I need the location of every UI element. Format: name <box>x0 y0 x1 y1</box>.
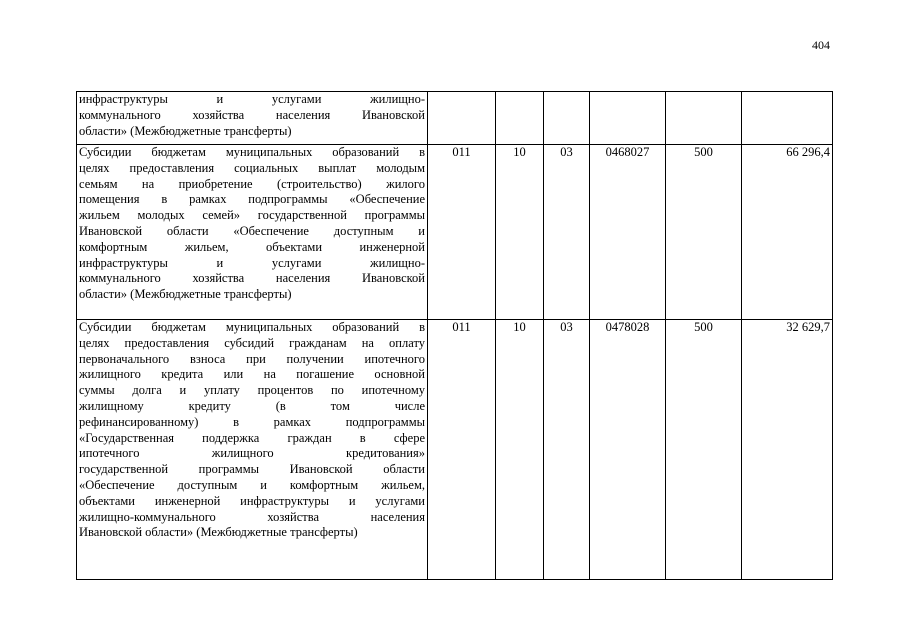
ministry-code-cell: 011 <box>428 145 496 320</box>
expense-type-cell: 500 <box>666 145 742 320</box>
description-line: объектами инженерной инфраструктуры и услугами <box>79 493 425 508</box>
description-line: суммы долга и уплату процентов по ипотечному <box>79 383 425 398</box>
description-line: первоначального взноса при получении ипотечного <box>79 351 425 366</box>
row-description <box>77 92 428 145</box>
row-description <box>77 320 428 580</box>
amount-cell: 32 629,7 <box>742 320 833 580</box>
description-line: Ивановской области» (Межбюджетные трансферты) <box>79 525 358 540</box>
description-line: коммунального хозяйства населения Ивановской <box>79 271 425 286</box>
description-line: инфраструктуры и услугами жилищно- <box>79 92 425 106</box>
expense-type-cell <box>666 92 742 145</box>
description-line: семьям на приобретение (строительство) жилого <box>79 176 425 191</box>
target-code-cell: 0468027 <box>590 145 666 320</box>
target-code-cell <box>590 92 666 145</box>
target-code-cell: 0478028 <box>590 320 666 580</box>
description-line: целях предоставления социальных выплат молодым <box>79 160 425 175</box>
description-line: жилищного кредита или на погашение основной <box>79 367 425 382</box>
subsection-code-cell <box>544 92 590 145</box>
section-code-cell: 10 <box>496 145 544 320</box>
description-line: «Государственная поддержка граждан в сфере <box>79 430 425 445</box>
description-line: «Обеспечение доступным и комфортным жильем, <box>79 477 425 492</box>
section-code-cell <box>496 92 544 145</box>
description-line: ипотечного жилищного кредитования» <box>79 446 425 461</box>
table-row <box>77 320 833 580</box>
description-line: Субсидии бюджетам муниципальных образований в <box>79 145 425 159</box>
table-row <box>77 92 833 145</box>
amount-cell: 66 296,4 <box>742 145 833 320</box>
ministry-code-cell: 011 <box>428 320 496 580</box>
page-number: 404 <box>812 38 830 52</box>
description-line: рефинансированному) в рамках подпрограммы <box>79 414 425 429</box>
description-line: области» (Межбюджетные трансферты) <box>79 123 292 138</box>
description-line: Ивановской области «Обеспечение доступным и <box>79 223 425 238</box>
description-line: Субсидии бюджетам муниципальных образований в <box>79 320 425 334</box>
description-line: комфортным жильем, объектами инженерной <box>79 239 425 254</box>
subsection-code-cell: 03 <box>544 145 590 320</box>
section-code-cell: 10 <box>496 320 544 580</box>
description-line: жильем молодых семей» государственной программы <box>79 208 425 223</box>
description-line: области» (Межбюджетные трансферты) <box>79 287 292 302</box>
amount-cell <box>742 92 833 145</box>
description-line: инфраструктуры и услугами жилищно- <box>79 255 425 270</box>
budget-table <box>76 91 833 580</box>
row-description <box>77 145 428 320</box>
description-line: жилищному кредиту (в том числе <box>79 398 425 413</box>
description-line: помещения в рамках подпрограммы «Обеспечение <box>79 192 425 207</box>
subsection-code-cell: 03 <box>544 320 590 580</box>
ministry-code-cell <box>428 92 496 145</box>
description-line: коммунального хозяйства населения Ивановской <box>79 107 425 122</box>
expense-type-cell: 500 <box>666 320 742 580</box>
description-line: жилищно-коммунального хозяйства населения <box>79 509 425 524</box>
table-row <box>77 145 833 320</box>
description-line: государственной программы Ивановской области <box>79 462 425 477</box>
description-line: целях предоставления субсидий гражданам на оплату <box>79 335 425 350</box>
